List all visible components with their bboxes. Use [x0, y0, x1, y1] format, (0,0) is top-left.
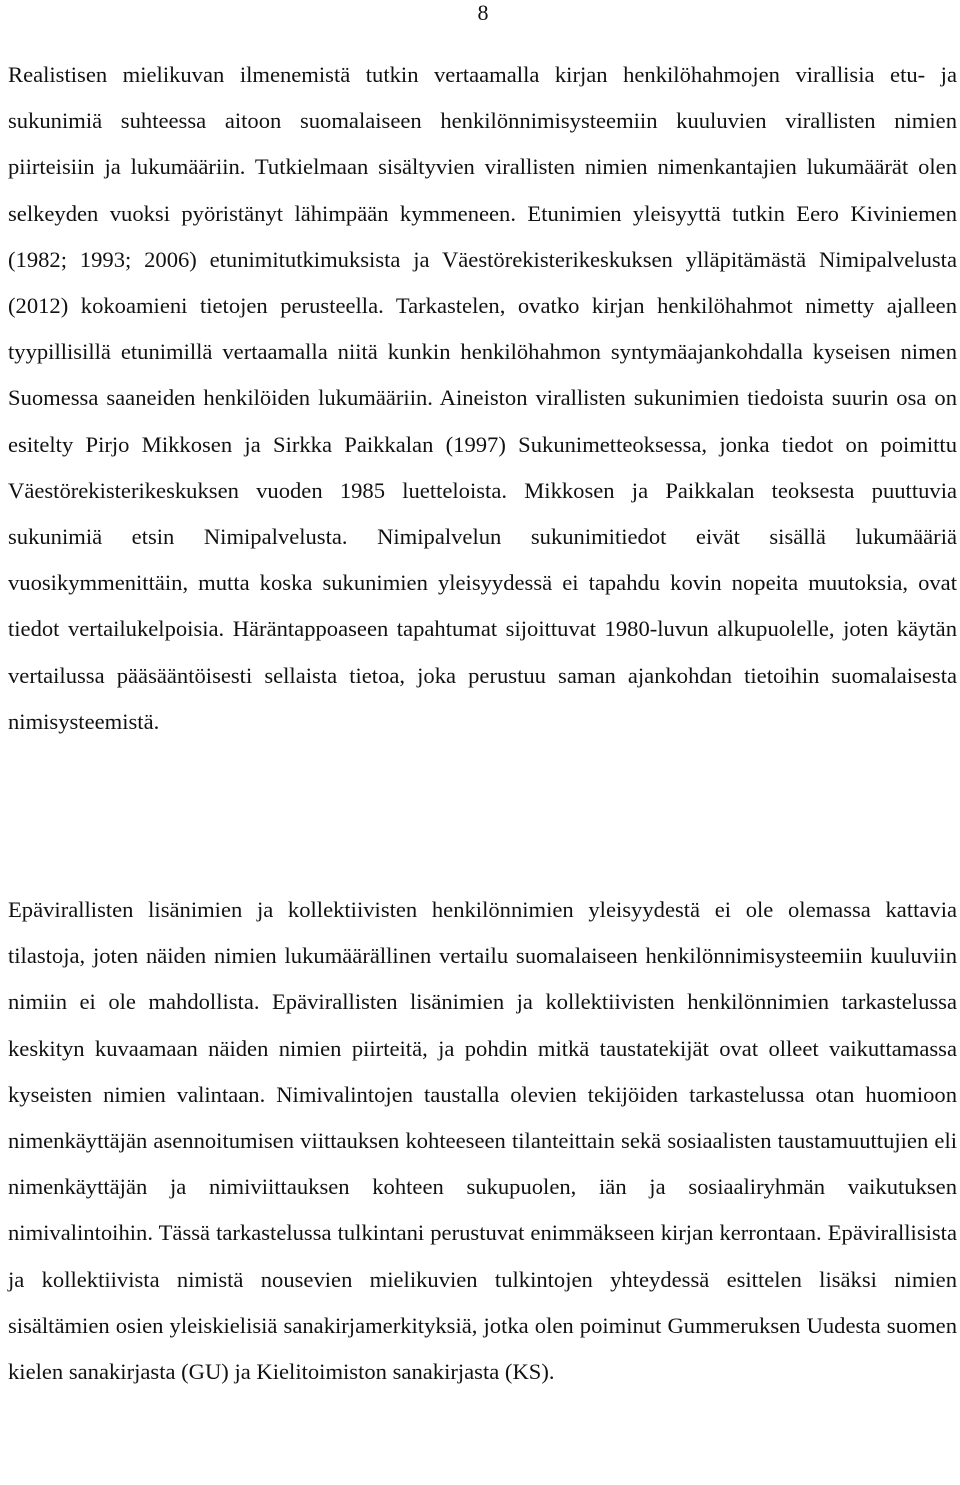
page-number: 8	[477, 0, 489, 25]
body-paragraph-2: Epävirallisten lisänimien ja kollektiivisten henkilönnimien yleisyydestä ei ole olemassa kattavia tilastoja, joten näiden nimien lukumäärällinen vertailu suomalaiseen henkilönnimisysteemiin kuuluviin nimiin ei ole mahdollista. Epävirallisten lisänimien ja kollektiivisten henkilönnimien tarkastelussa keskityn kuvaamaan näiden nimien piirteitä, ja pohdin mitkä taustatekijät ovat olleet vaikuttamassa kyseisten nimien valintaan. Nimivalintojen taustalla olevien tekijöiden tarkastelussa otan huomioon nimenkäyttäjän asennoitumisen viittauksen kohteeseen tilanteittain sekä sosiaalisten taustamuuttujien eli nimenkäyttäjän ja nimiviittauksen kohteen sukupuolen, iän ja sosiaaliryhmän vaikutuksen nimivalintoihin. Tässä tarkastelussa tulkintani perustuvat enimmäkseen kirjan kerrontaan. Epävirallisista ja kollektiivista nimistä nousevien mielikuvien tulkintojen yhteydessä esittelen lisäksi nimien sisältämien osien yleiskielisiä sanakirjamerkityksiä, jotka olen poiminut Gummeruksen Uudesta suomen kielen sanakirjasta (GU) ja Kielitoimiston sanakirjasta (KS).	[8, 897, 957, 1385]
body-paragraph-1: Realistisen mielikuvan ilmenemistä tutkin vertaamalla kirjan henkilöhahmojen virallisia etu- ja sukunimiä suhteessa aitoon suomalaiseen henkilönnimisysteemiin kuuluvien virallisten nimien piirteisiin ja lukumääriin. Tutkielmaan sisältyvien virallisten nimien nimenkantajien lukumäärät olen selkeyden vuoksi pyöristänyt lähimpään kymmeneen. Etunimien yleisyyttä tutkin Eero Kiviniemen (1982; 1993; 2006) etunimitutkimuksista ja Väestörekisterikeskuksen ylläpitämästä Nimipalvelusta (2012) kokoamieni tietojen perusteella. Tarkastelen, ovatko kirjan henkilöhahmot nimetty ajalleen tyypillisillä etunimillä vertaamalla niitä kunkin henkilöhahmon syntymäajankohdalla kyseisen nimen Suomessa saaneiden henkilöiden lukumääriin. Aineiston virallisten sukunimien tiedoista suurin osa on esitelty Pirjo Mikkosen ja Sirkka Paikkalan (1997) Sukunimetteoksessa, jonka tiedot on poimittu Väestörekisterikeskuksen vuoden 1985 luetteloista. Mikkosen ja Paikkalan teoksesta puuttuvia sukunimiä etsin Nimipalvelusta. Nimipalvelun sukunimitiedot eivät sisällä lukumääriä vuosikymmenittäin, mutta koska sukunimien yleisyydessä ei tapahdu kovin nopeita muutoksia, ovat tiedot vertailukelpoisia. Häräntappoaseen tapahtumat sijoittuvat 1980-luvun alkupuolelle, joten käytän vertailussa pääsääntöisesti sellaista tietoa, joka perustuu saman ajankohdan tietoihin suomalaisesta nimisysteemistä.	[8, 62, 957, 734]
